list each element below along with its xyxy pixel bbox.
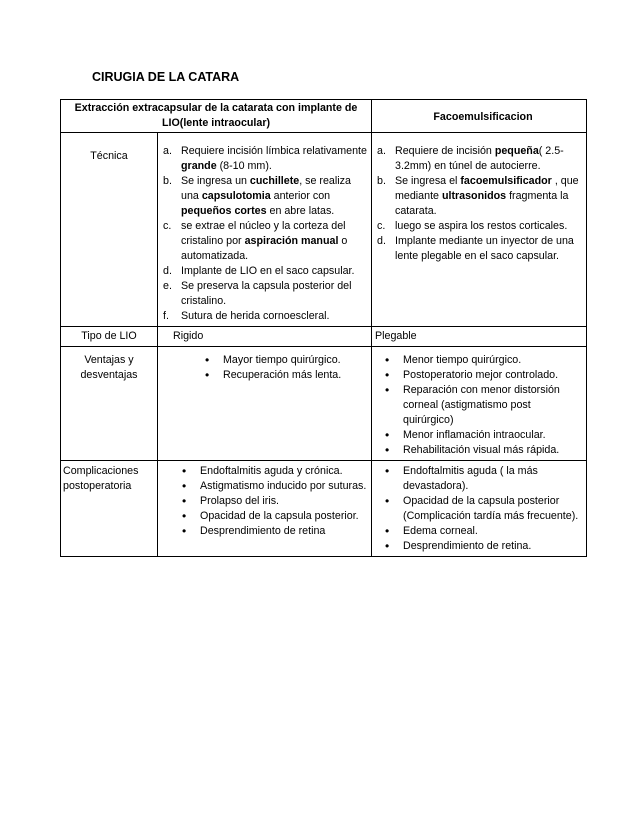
- tecnica-extracapsular-cell: [158, 133, 372, 327]
- emphasis-text: capsulotomia: [201, 190, 271, 202]
- label-tipo-lio: Tipo de LIO: [61, 327, 158, 347]
- bullet-item: • Opacidad de la capsula posterior (Complicación tardía más frecuente).: [380, 494, 582, 524]
- emphasis-text: cuchillete: [249, 175, 300, 187]
- emphasis-text: pequeña: [494, 145, 539, 157]
- item-text: fragmenta la catarata.: [395, 190, 569, 217]
- item-text: o automatizada.: [181, 235, 348, 262]
- page-title: CIRUGIA DE LA CATARA: [92, 70, 240, 84]
- list-marker: f.: [163, 310, 169, 322]
- label-tecnica: Técnica: [61, 133, 158, 327]
- tipo-lio-faco: Plegable: [372, 327, 587, 347]
- emphasis-text: grande: [181, 160, 217, 172]
- complicaciones-faco-cell: [372, 461, 587, 557]
- list-item: [160, 219, 369, 264]
- item-text: (8-10 mm).: [216, 160, 272, 172]
- item-text: anterior con: [270, 190, 331, 202]
- complicaciones-faco-list: [380, 464, 582, 554]
- item-text: se extrae el núcleo y la corteza del cristalino por: [181, 220, 346, 247]
- complicaciones-extracapsular-cell: [158, 461, 372, 557]
- emphasis-text: facoemulsificador: [460, 175, 552, 187]
- row-tecnica: [61, 133, 587, 327]
- bullet-item: • Prolapso del iris.: [177, 494, 369, 509]
- comparison-table: [60, 99, 587, 557]
- list-item: [160, 174, 369, 219]
- ventajas-faco-cell: [372, 347, 587, 461]
- row-complicaciones: [61, 461, 587, 557]
- tipo-lio-extracapsular: Rigido: [158, 327, 372, 347]
- item-text: Sutura de herida cornoescleral.: [181, 310, 330, 322]
- item-text: , que mediante: [395, 175, 579, 202]
- list-marker: b.: [377, 175, 386, 187]
- item-text: ( 2.5-3.2mm) en túnel de autocierre.: [395, 145, 564, 172]
- bullet-item: • Postoperatorio mejor controlado.: [380, 368, 582, 383]
- tecnica-faco-list: [374, 144, 582, 264]
- item-text: Se ingresa el: [395, 175, 461, 187]
- ventajas-faco-list: [380, 353, 582, 458]
- list-marker: c.: [163, 220, 172, 232]
- header-extracapsular: Extracción extracapsular de la catarata con implante de LIO(lente intraocular): [61, 100, 372, 133]
- tecnica-faco-cell: [372, 133, 587, 327]
- item-text: en abre latas.: [266, 205, 335, 217]
- bullet-item: • Mayor tiempo quirúrgico.: [200, 353, 369, 368]
- header-row: [61, 100, 587, 133]
- bullet-item: • Edema corneal.: [380, 524, 582, 539]
- list-marker: c.: [377, 220, 386, 232]
- list-item: [374, 174, 582, 219]
- complicaciones-extracapsular-list: [177, 464, 369, 539]
- bullet-item: • Reparación con menor distorsión corneal (astigmatismo post quirúrgico): [380, 383, 582, 428]
- list-item: [160, 279, 369, 309]
- bullet-item: • Menor tiempo quirúrgico.: [380, 353, 582, 368]
- bullet-item: • Endoftalmitis aguda ( la más devastadora).: [380, 464, 582, 494]
- item-text: luego se aspira los restos corticales.: [395, 220, 568, 232]
- item-text: Implante de LIO en el saco capsular.: [181, 265, 355, 277]
- emphasis-text: ultrasonidos: [441, 190, 507, 202]
- list-item: [160, 264, 369, 279]
- ventajas-extracapsular-list: [200, 353, 369, 383]
- list-marker: e.: [163, 280, 172, 292]
- ventajas-extracapsular-cell: [158, 347, 372, 461]
- label-ventajas: Ventajas y desventajas: [61, 347, 158, 461]
- bullet-item: • Rehabilitación visual más rápida.: [380, 443, 582, 458]
- list-marker: d.: [377, 235, 386, 247]
- row-ventajas: [61, 347, 587, 461]
- item-text: Implante mediante un inyector de una lente plegable en el saco capsular.: [395, 235, 574, 262]
- bullet-item: • Endoftalmitis aguda y crónica.: [177, 464, 369, 479]
- list-marker: a.: [377, 145, 386, 157]
- item-text: Se ingresa un: [181, 175, 250, 187]
- bullet-item: • Desprendimiento de retina.: [380, 539, 582, 554]
- list-item: [374, 144, 582, 174]
- bullet-item: • Opacidad de la capsula posterior.: [177, 509, 369, 524]
- list-item: [160, 309, 369, 324]
- list-marker: d.: [163, 265, 172, 277]
- item-text: Se preserva la capsula posterior del cristalino.: [181, 280, 352, 307]
- emphasis-text: pequeños cortes: [181, 205, 267, 217]
- item-text: Requiere de incisión: [395, 145, 495, 157]
- bullet-item: • Astigmatismo inducido por suturas.: [177, 479, 369, 494]
- list-item: [374, 219, 582, 234]
- item-text: Requiere incisión límbica relativamente: [181, 145, 367, 157]
- tecnica-extracapsular-list: [160, 144, 369, 324]
- item-text: , se realiza una: [181, 175, 351, 202]
- bullet-item: • Menor inflamación intraocular.: [380, 428, 582, 443]
- header-facoemulsificacion: Facoemulsificacion: [372, 100, 587, 133]
- emphasis-text: aspiración manual: [244, 235, 339, 247]
- list-marker: b.: [163, 175, 172, 187]
- bullet-item: • Desprendimiento de retina: [177, 524, 369, 539]
- bullet-item: • Recuperación más lenta.: [200, 368, 369, 383]
- label-complicaciones: Complicaciones postoperatoria: [61, 461, 158, 557]
- list-marker: a.: [163, 145, 172, 157]
- list-item: [374, 234, 582, 264]
- list-item: [160, 144, 369, 174]
- row-tipo-lio: [61, 327, 587, 347]
